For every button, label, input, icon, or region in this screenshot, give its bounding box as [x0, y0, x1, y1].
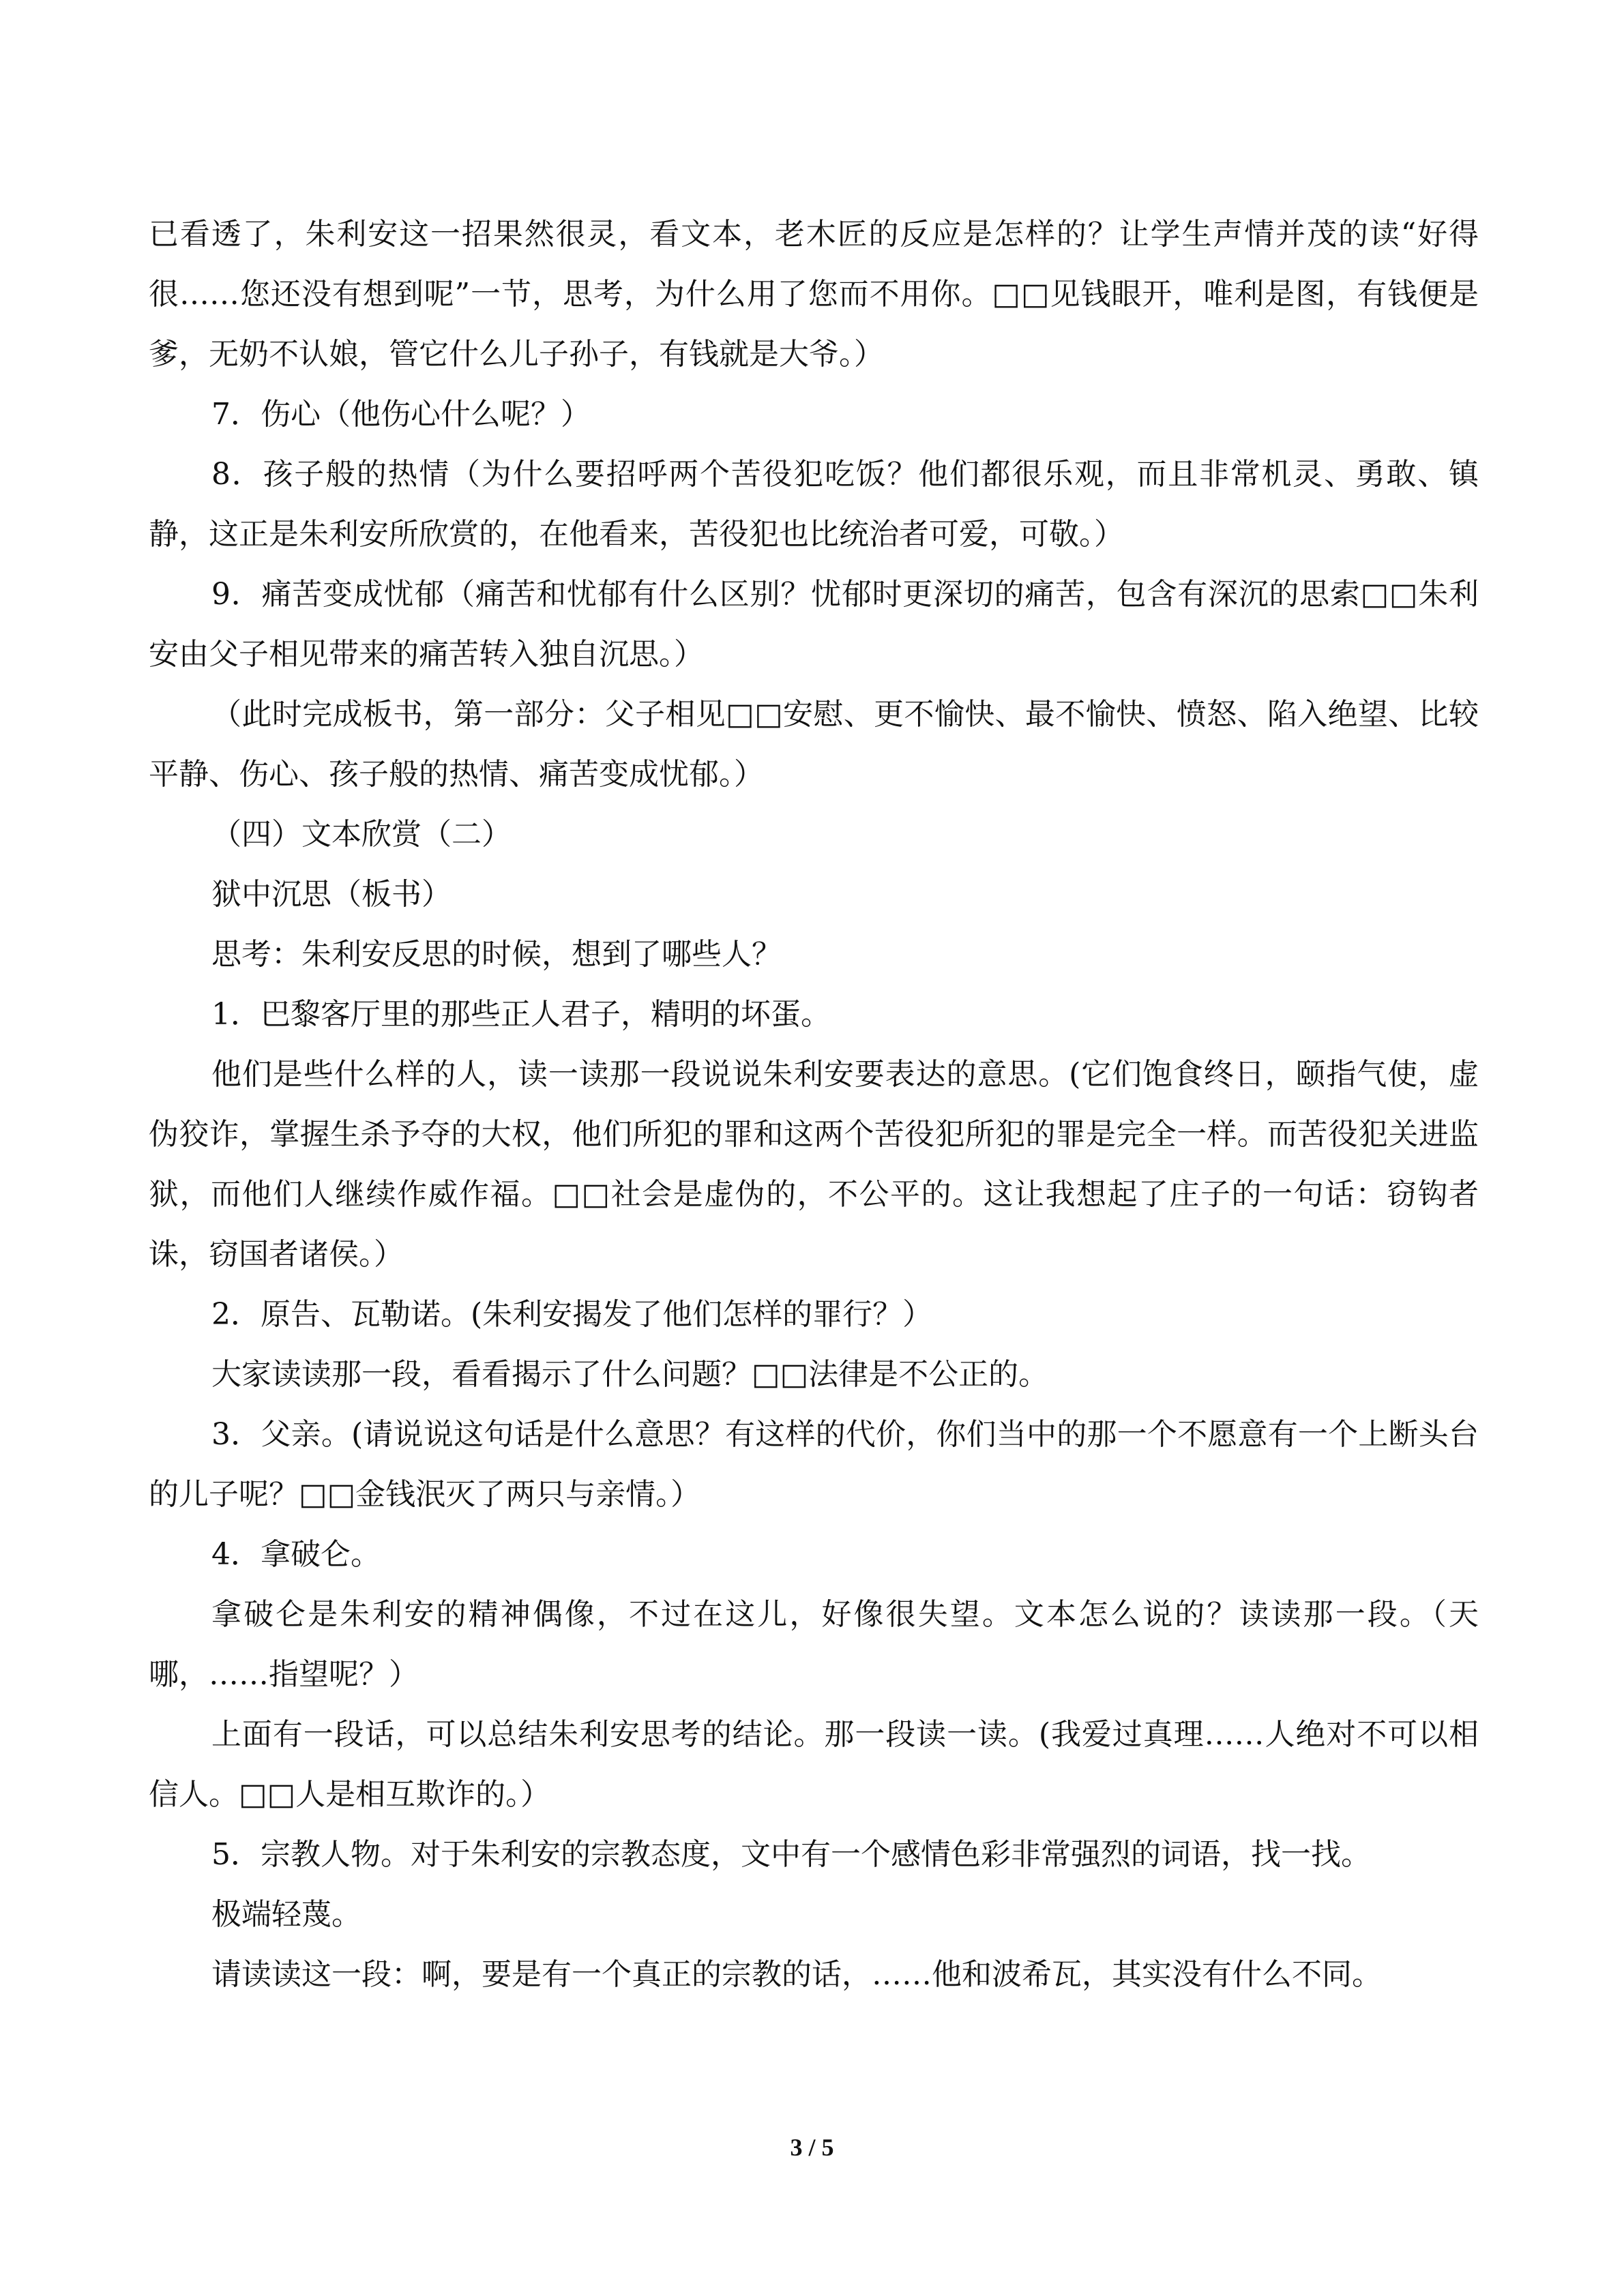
paragraph-3: 8．孩子般的热情（为什么要招呼两个苦役犯吃饭？他们都很乐观，而且非常机灵、勇敢、镇静，这正是朱利安所欣赏的，在他看来，苦役犯也比统治者可爱，可敬。） — [149, 457, 1479, 552]
page-number: 3 / 5 — [790, 2134, 834, 2161]
paragraph-15: 拿破仑是朱利安的精神偶像，不过在这儿，好像很失望。文本怎么说的？读读那一段。（天哪，……指望呢？） — [149, 1597, 1479, 1692]
paragraph-5: （此时完成板书，第一部分：父子相见□□安慰、更不愉快、最不愉快、愤怒、陷入绝望、比较平静、伤心、孩子般的热情、痛苦变成忧郁。） — [149, 697, 1479, 792]
item-2: 2．原告、瓦勒诺。(朱利安揭发了他们怎样的罪行？） — [211, 1297, 933, 1332]
item-4: 4．拿破仑。 — [211, 1537, 381, 1572]
paragraph-12: 大家读读那一段，看看揭示了什么问题？□□法律是不公正的。 — [211, 1357, 1049, 1392]
paragraph-1: 已看透了，朱利安这一招果然很灵，看文本，老木匠的反应是怎样的？让学生声情并茂的读“好得很……您还没有想到呢”一节，思考，为什么用了您而不用你。□□见钱眼开，唯利是图，有钱便是爹，无奶不认娘，管它什么儿子孙子，有钱就是大爷。） — [149, 217, 1479, 372]
board-note: 狱中沉思（板书） — [211, 877, 452, 912]
section-heading: （四）文本欣赏（二） — [211, 817, 512, 852]
paragraph-19: 请读读这一段：啊，要是有一个真正的宗教的话，……他和波希瓦，其实没有什么不同。 — [211, 1957, 1382, 1992]
item-1: 1．巴黎客厅里的那些正人君子，精明的坏蛋。 — [211, 997, 831, 1032]
body-text — [149, 205, 1479, 2005]
item-3: 3．父亲。(请说说这句话是什么意思？有这样的代价，你们当中的那一个不愿意有一个上断头台的儿子呢？□□金钱泯灭了两只与亲情。） — [149, 1417, 1479, 1512]
paragraph-18: 极端轻蔑。 — [211, 1897, 361, 1932]
paragraph-10: 他们是些什么样的人，读一读那一段说说朱利安要表达的意思。(它们饱食终日，颐指气使，虚伪狡诈，掌握生杀予夺的大权，他们所犯的罪和这两个苦役犯所犯的罪是完全一样。而苦役犯关进监狱，而他们人继续作威作福。□□社会是虚伪的，不公平的。这让我想起了庄子的一句话：窃钩者诛，窃国者诸侯。） — [149, 1057, 1479, 1272]
paragraph-16: 上面有一段话，可以总结朱利安思考的结论。那一段读一读。(我爱过真理……人绝对不可以相信人。□□人是相互欺诈的。） — [149, 1717, 1479, 1812]
question: 思考：朱利安反思的时候，想到了哪些人？ — [211, 937, 782, 972]
paragraph-4: 9．痛苦变成忧郁（痛苦和忧郁有什么区别？忧郁时更深切的痛苦，包含有深沉的思索□□朱利安由父子相见带来的痛苦转入独自沉思。） — [149, 577, 1479, 672]
paragraph-2: 7．伤心（他伤心什么呢？） — [211, 397, 591, 432]
item-5: 5．宗教人物。对于朱利安的宗教态度，文中有一个感情色彩非常强烈的词语，找一找。 — [211, 1837, 1371, 1872]
